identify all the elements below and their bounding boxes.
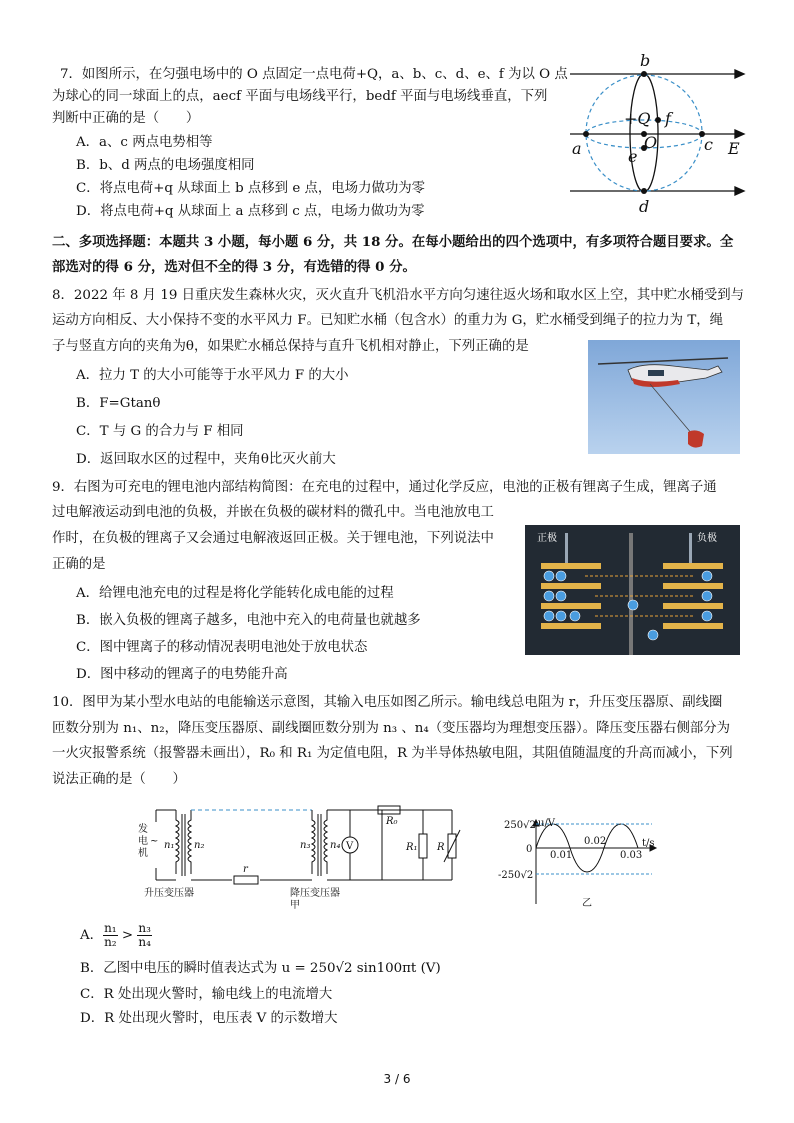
label-d: d [639,197,650,216]
q10-stem-line3: 一火灾报警系统（报警器未画出），R₀ 和 R₁ 为定值电阻，R 为半导体热敏电阻，其阻值随温度的升高而减小，下列 [52,746,733,761]
gen-char-2: 电 [138,836,148,847]
greater-than: > [121,928,134,943]
label-n2: n₂ [194,840,205,851]
step-down-label: 降压变压器 [290,888,340,899]
graph-t2: 0.02 [584,836,607,847]
graph-ymax: 250√2 [504,820,536,831]
label-E: E [728,139,740,158]
q7-option-b: B．b、d 两点的电场强度相同 [76,158,255,173]
q8-stem-line3: 子与竖直方向的夹角为θ，如果贮水桶总保持与直升飞机相对静止，下列正确的是 [52,339,529,354]
graph-ylabel: u/V [538,818,556,829]
step-up-label: 升压变压器 [144,888,194,899]
q10-option-d: D．R 处出现火警时，电压表 V 的示数增大 [80,1011,338,1026]
label-c: c [704,135,713,154]
q7-stem-line3: 判断中正确的是（ ） [52,111,200,126]
voltmeter-label: V [346,841,354,852]
graph-t1: 0.01 [550,850,573,861]
q7-stem-line1: 7．如图所示，在匀强电场中的 O 点固定一点电荷+Q，a、b、c、d、e、f 为以 O 点 [60,67,568,82]
q7-option-c: C．将点电荷+q 从球面上 b 点移到 e 点，电场力做功为零 [76,181,426,196]
q7-option-d: D．将点电荷+q 从球面上 a 点移到 c 点，电场力做功为零 [76,204,425,219]
q8-option-d: D．返回取水区的过程中，夹角θ比灭火前大 [76,452,336,467]
graph-ymin: -250√2 [498,870,534,881]
figure-yi-label: 乙 [582,898,592,909]
label-R: R [437,842,445,853]
q9-stem-line1: 9．右图为可充电的锂电池内部结构简图：在充电的过程中，通过化学反应，电池的正极有锂离子生成，锂离子通 [52,480,717,495]
label-a: a [572,139,582,158]
helicopter-photo [588,340,740,454]
q7-stem-line2: 为球心的同一球面上的点，aecf 平面与电场线平行，bedf 平面与电场线垂直，下列 [52,89,548,104]
label-b: b [640,51,651,70]
fraction-n1-n2: $\frac{\text{n₁}}{\text{n₂}}$ [104,921,117,949]
lithium-battery-figure [525,525,740,655]
gen-char-1: 发 [138,824,148,835]
positive-electrode-label: 正极 [537,533,557,544]
fraction-n3-n4: $\frac{\text{n₃}}{\text{n₄}}$ [138,921,151,949]
q10-option-a [80,922,152,949]
q9-stem-line2: 过电解液运动到电池的负极，并嵌在负极的碳材料的微孔中。当电池放电工 [52,505,494,520]
label-O: O [644,133,658,152]
label-n4: n₄ [330,840,341,851]
graph-t3: 0.03 [620,850,643,861]
graph-origin: 0 [526,844,533,855]
q7-sphere-figure [560,50,760,220]
q10-option-b: B．乙图中电压的瞬时值表达式为 u = 250√2 sin100πt (V) [80,961,441,976]
label-n1: n₁ [164,840,175,851]
label-e: e [628,147,638,166]
q10-option-c: C．R 处出现火警时，输电线上的电流增大 [80,987,333,1002]
q9-stem-line3: 作时，在负极的锂离子又会通过电解液返回正极。关于锂电池，下列说法中 [52,531,494,546]
section2-heading-line2: 部选对的得 6 分，选对但不全的得 3 分，有选错的得 0 分。 [52,259,416,275]
q10-voltage-graph [492,818,672,910]
section2-heading-line1: 二、多项选择题：本题共 3 小题，每小题 6 分，共 18 分。在每小题给出的四个选项中，有多项符合题目要求。全 [52,234,734,250]
q9-option-a: A．给锂电池充电的过程是将化学能转化成电能的过程 [76,586,394,601]
q10-stem-line1: 10．图甲为某小型水电站的电能输送示意图，其输入电压如图乙所示。输电线总电阻为 r，升压变压器原、副线圈 [52,695,723,710]
q9-option-c: C．图中锂离子的移动情况表明电池处于放电状态 [76,640,368,655]
q10-stem-line4: 说法正确的是（ ） [52,772,186,787]
label-f: f [665,109,671,128]
q8-stem-line2: 运动方向相反、大小保持不变的水平风力 F。已知贮水桶（包含水）的重力为 G，贮水桶受到绳子的拉力为 T，绳 [52,313,724,328]
negative-electrode-label: 负极 [697,533,717,544]
label-r: r [243,864,248,875]
q8-stem-line1: 8．2022 年 8 月 19 日重庆发生森林火灾，灭火直升飞机沿水平方向匀速往返火场和取水区上空，其中贮水桶受到与 [52,288,745,303]
label-Q: +Q [624,109,651,128]
page-number: 3 / 6 [383,1072,411,1086]
q8-option-c: C．T 与 G 的合力与 F 相同 [76,424,244,439]
figure-jia-label: 甲 [290,900,300,910]
q9-option-d: D．图中移动的锂离子的电势能升高 [76,667,288,682]
q10-option-a-label: A． [80,928,104,943]
q9-option-b: B．嵌入负极的锂离子越多，电池中充入的电荷量也就越多 [76,613,421,628]
q8-option-b: B．F=Gtanθ [76,396,161,411]
label-R0: R₀ [386,816,398,827]
gen-char-4: 机 [138,848,148,859]
q8-option-a: A．拉力 T 的大小可能等于水平风力 F 的大小 [76,368,349,383]
q10-circuit-figure [132,800,472,910]
label-n3: n₃ [300,840,311,851]
q10-stem-line2: 匝数分别为 n₁、n₂，降压变压器原、副线圈匝数分别为 n₃ 、n₄（变压器均为理想变压器）。降压变压器右侧部分为 [52,721,731,736]
label-R1: R₁ [406,842,418,853]
q7-option-a: A．a、c 两点电势相等 [76,135,213,150]
gen-char-3: ~ [150,836,159,847]
graph-xlabel: t/s [642,838,655,849]
q9-stem-line4: 正确的是 [52,557,106,572]
